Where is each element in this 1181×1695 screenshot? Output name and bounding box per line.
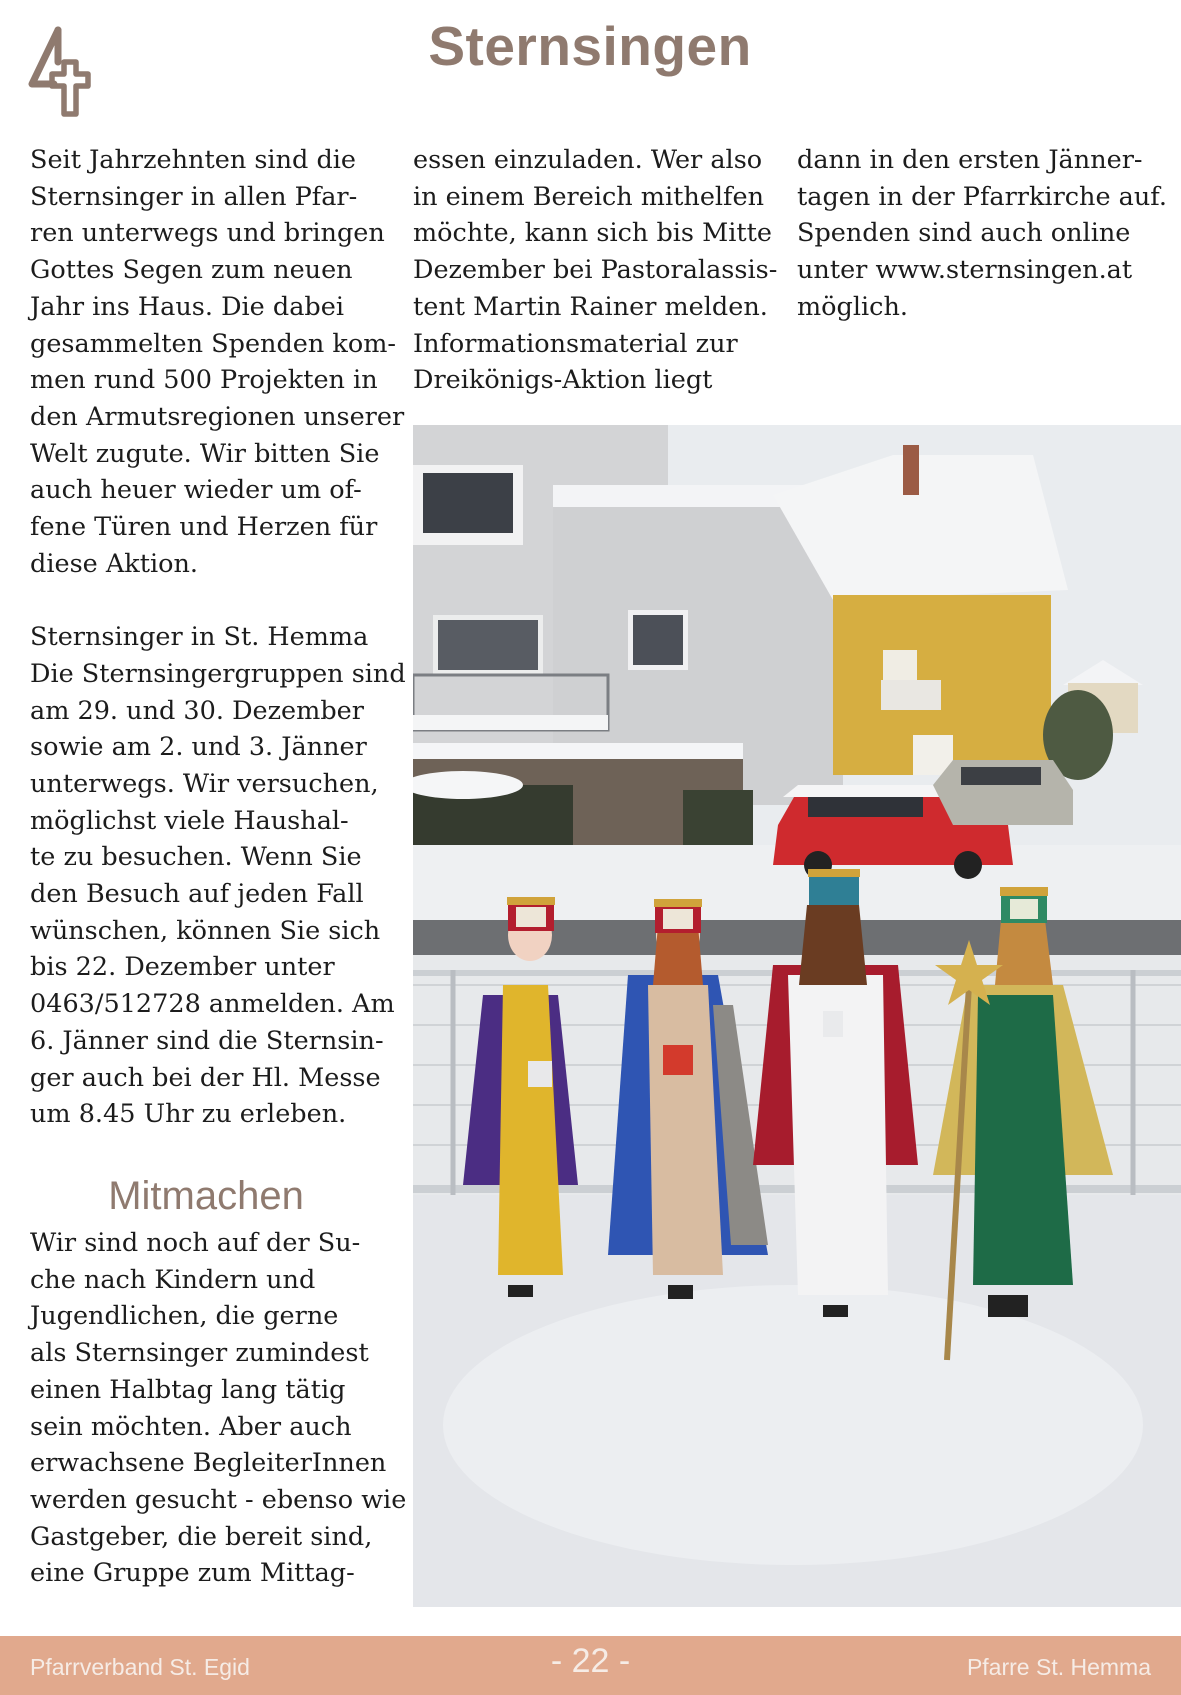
text-line: fene Türen und Herzen für [30, 512, 378, 543]
text-line: bis 22. Dezember unter [30, 952, 335, 983]
text-line: 0463/512728 anmelden. Am [30, 989, 395, 1020]
text-line: Sternsinger in St. Hemma [30, 622, 369, 653]
text-line: Dreikönigs-Aktion liegt [413, 365, 713, 396]
text-line: möglichst viele Haushal- [30, 805, 349, 836]
text-line: sein möchten. Aber auch [30, 1411, 352, 1442]
article-column-3 [797, 142, 1167, 326]
parish-logo-icon [28, 26, 94, 120]
text-line: unter www.sternsingen.at [797, 255, 1133, 286]
text-line: den Armutsregionen unserer [30, 401, 405, 432]
text-line: che nach Kindern und [30, 1264, 316, 1295]
text-line: sowie am 2. und 3. Jänner [30, 732, 367, 763]
text-line: Spenden sind auch online [797, 218, 1131, 249]
text-line: möchte, kann sich bis Mitte [413, 218, 772, 249]
text-line: dann in den ersten Jänner- [797, 145, 1143, 175]
text-line: Seit Jahrzehnten sind die [30, 145, 357, 175]
text-line: men rund 500 Projekten in [30, 365, 378, 396]
text-line: te zu besuchen. Wenn Sie [30, 842, 362, 873]
text-line: essen einzuladen. Wer also [413, 145, 763, 175]
text-line: Gottes Segen zum neuen [30, 255, 353, 286]
text-line: ren unterwegs und bringen [30, 218, 385, 249]
article-column-1 [30, 142, 406, 1133]
text-line: am 29. und 30. Dezember [30, 695, 364, 726]
text-line: Jugendlichen, die gerne [30, 1301, 339, 1332]
text-line: unterwegs. Wir versuchen, [30, 768, 379, 799]
text-line: den Besuch auf jeden Fall [30, 879, 364, 910]
footer-left-label: Pfarrverband St. Egid [30, 1654, 250, 1680]
sternsinger-photo [413, 425, 1181, 1607]
text-line: Sternsinger in allen Pfar- [30, 181, 358, 212]
text-line: einen Halbtag lang tätig [30, 1374, 346, 1405]
text-line: als Sternsinger zumindest [30, 1338, 369, 1369]
text-line: Informationsmaterial zur [413, 328, 738, 359]
article-column-2 [413, 142, 777, 399]
text-line: Welt zugute. Wir bitten Sie [30, 438, 380, 469]
text-line: tent Martin Rainer melden. [413, 291, 768, 322]
text-line: gesammelten Spenden kom- [30, 328, 397, 359]
text-line: Gastgeber, die bereit sind, [30, 1521, 373, 1552]
text-line: Die Sternsingergruppen sind [30, 658, 406, 689]
mitmachen-text [30, 1225, 406, 1592]
text-line: wünschen, können Sie sich [30, 915, 381, 946]
text-line: Dezember bei Pastoralassis- [413, 255, 778, 286]
page-footer [0, 1636, 1181, 1695]
text-line: diese Aktion. [30, 548, 199, 579]
text-line: werden gesucht - ebenso wie [30, 1484, 407, 1515]
mitmachen-heading: Mitmachen [108, 1174, 304, 1218]
text-line: auch heuer wieder um of- [30, 475, 362, 506]
text-line: erwachsene BegleiterInnen [30, 1448, 387, 1479]
text-line: Wir sind noch auf der Su- [30, 1228, 361, 1258]
page-number: - 22 - [550, 1642, 631, 1680]
text-line: 6. Jänner sind die Sternsin- [30, 1025, 384, 1056]
text-line: in einem Bereich mithelfen [413, 181, 765, 212]
text-line: um 8.45 Uhr zu erleben. [30, 1099, 347, 1130]
footer-right-label: Pfarre St. Hemma [966, 1654, 1151, 1680]
text-line: tagen in der Pfarrkirche auf. [797, 181, 1167, 212]
page-title: Sternsingen [428, 15, 752, 77]
text-line: eine Gruppe zum Mittag- [30, 1558, 355, 1589]
text-line: Jahr ins Haus. Die dabei [30, 291, 344, 322]
text-line: möglich. [797, 291, 908, 322]
text-line: ger auch bei der Hl. Messe [30, 1062, 381, 1093]
